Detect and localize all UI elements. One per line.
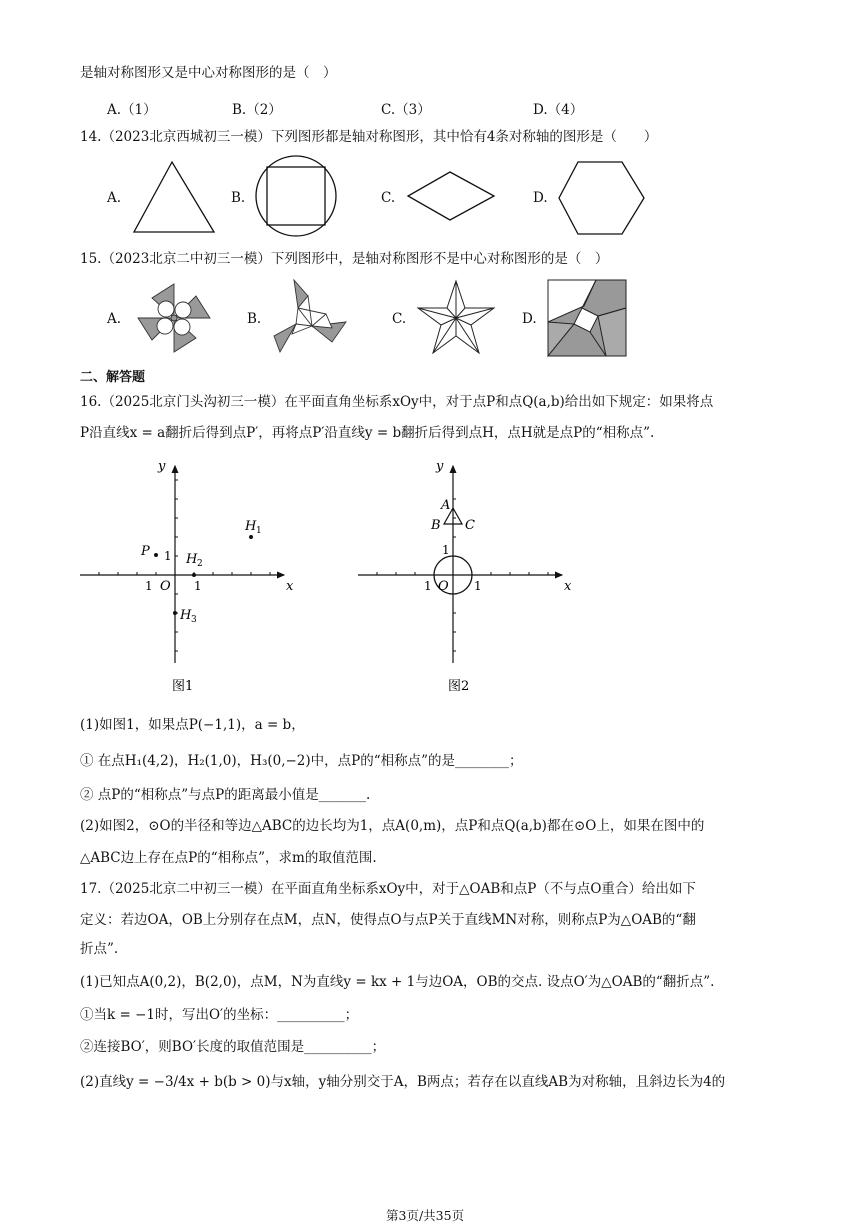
q17-line-2: 定义：若边OA，OB上分别存在点M，点N，使得点O与点P关于直线MN对称，则称点P为△OAB的“翻	[80, 912, 696, 928]
q15-option-a[interactable]: A.	[107, 311, 122, 327]
page-footer: 第3页/共35页	[386, 1208, 465, 1223]
q16-part-1-2: ② 点P的“相称点”与点P的距离最小值是_______.	[80, 787, 371, 803]
q13-option-b[interactable]: B.（2）	[232, 102, 282, 118]
q16-line-2: P沿直线x = a翻折后得到点P′，再将点P′沿直线y = b翻折后得到点H，点H就是点P的“相称点”.	[80, 425, 655, 441]
q14-stem: 14.（2023北京西城初三一模）下列图形都是轴对称图形，其中恰有4条对称轴的图形是（ ）	[80, 129, 658, 145]
q15-three-blade-figure	[268, 278, 352, 356]
q16-figure-1	[74, 458, 304, 698]
q15-option-c[interactable]: C.	[392, 311, 407, 327]
label-h3-sub: 3	[191, 615, 197, 625]
q16-part-1-1: ① 在点H₁(4,2)，H₂(1,0)，H₃(0,−2)中，点P的“相称点”的是________；	[80, 753, 523, 769]
q16-part-1: (1)如图1，如果点P(−1,1)，a = b，	[80, 717, 305, 733]
tick-neg-one-x: 1	[145, 579, 153, 593]
tick-one-y: 1	[164, 549, 172, 563]
label-h2: H	[186, 552, 198, 567]
q14-option-b[interactable]: B.	[231, 190, 246, 206]
tick-one-x: 1	[474, 579, 482, 593]
point-h2	[192, 573, 196, 577]
figure-1-caption: 图1	[172, 679, 194, 694]
q14-square-in-circle-figure	[254, 154, 340, 240]
label-h2-sub: 2	[197, 559, 203, 569]
label-h3: H	[180, 608, 192, 623]
q14-option-d[interactable]: D.	[533, 190, 548, 206]
q14-hexagon-figure	[556, 158, 648, 238]
tick-one-y: 1	[442, 543, 450, 557]
origin-label: O	[438, 579, 449, 594]
label-b: B	[431, 518, 441, 533]
origin-label: O	[160, 579, 171, 594]
tick-neg-one-x: 1	[424, 579, 432, 593]
y-label: y	[158, 459, 166, 474]
tick-one-x: 1	[194, 579, 202, 593]
q17-line-1: 17.（2025北京二中初三一模）在平面直角坐标系xOy中，对于△OAB和点P（不与点O重合）给出如下	[80, 881, 696, 897]
y-label: y	[436, 459, 444, 474]
point-p	[154, 553, 158, 557]
point-h3	[173, 611, 177, 615]
q15-star-figure	[414, 278, 498, 358]
q15-option-b[interactable]: B.	[247, 311, 262, 327]
q15-pinwheel-figure	[132, 280, 216, 356]
q16-part-2-line-2: △ABC边上存在点P的“相称点”，求m的取值范围.	[80, 850, 377, 866]
x-label: x	[286, 579, 294, 594]
label-a: A	[441, 498, 451, 513]
q16-figure-2	[352, 458, 582, 698]
q13-option-c[interactable]: C.（3）	[381, 102, 431, 118]
q15-option-d[interactable]: D.	[522, 311, 537, 327]
q16-line-1: 16.（2025北京门头沟初三一模）在平面直角坐标系xOy中，对于点P和点Q(a,b)给出如下规定：如果将点	[80, 394, 714, 410]
q17-part-1: (1)已知点A(0,2)，B(2,0)，点M，N为直线y = kx + 1与边OA，OB的交点. 设点O′为△OAB的“翻折点”.	[80, 974, 715, 990]
q13-option-d[interactable]: D.（4）	[533, 102, 584, 118]
q17-line-3: 折点”.	[80, 941, 119, 957]
q14-option-c[interactable]: C.	[381, 190, 396, 206]
label-p: P	[141, 544, 150, 559]
q17-part-1-1: ①当k = −1时，写出O′的坐标：__________；	[80, 1007, 359, 1023]
q17-part-2: (2)直线y = −3/4x + b(b > 0)与x轴，y轴分别交于A，B两点；若存在以直线AB为对称轴，且斜边长为4的	[80, 1074, 726, 1090]
q13-option-a[interactable]: A.（1）	[107, 102, 157, 118]
label-h1: H	[245, 519, 257, 534]
q15-stem: 15.（2023北京二中初三一模）下列图形中，是轴对称图形不是中心对称图形的是（ ）	[80, 251, 609, 267]
x-label: x	[564, 579, 572, 594]
q14-rhombus-figure	[404, 168, 498, 224]
label-h1-sub: 1	[256, 526, 262, 536]
q14-option-a[interactable]: A.	[107, 190, 122, 206]
q13-stem-tail: 是轴对称图形又是中心对称图形的是（ ）	[80, 65, 337, 81]
q15-square-pattern-figure	[546, 278, 630, 358]
label-c: C	[465, 518, 475, 533]
q14-triangle-figure	[130, 158, 240, 236]
section-title: 二、解答题	[80, 370, 146, 385]
q16-part-2-line-1: (2)如图2，⊙O的半径和等边△ABC的边长均为1，点A(0,m)，点P和点Q(a,b)都在⊙O上，如果在图中的	[80, 818, 705, 834]
figure-2-caption: 图2	[448, 679, 470, 694]
q17-part-1-2: ②连接BO′，则BO′长度的取值范围是__________；	[80, 1039, 386, 1055]
point-h1	[249, 535, 253, 539]
